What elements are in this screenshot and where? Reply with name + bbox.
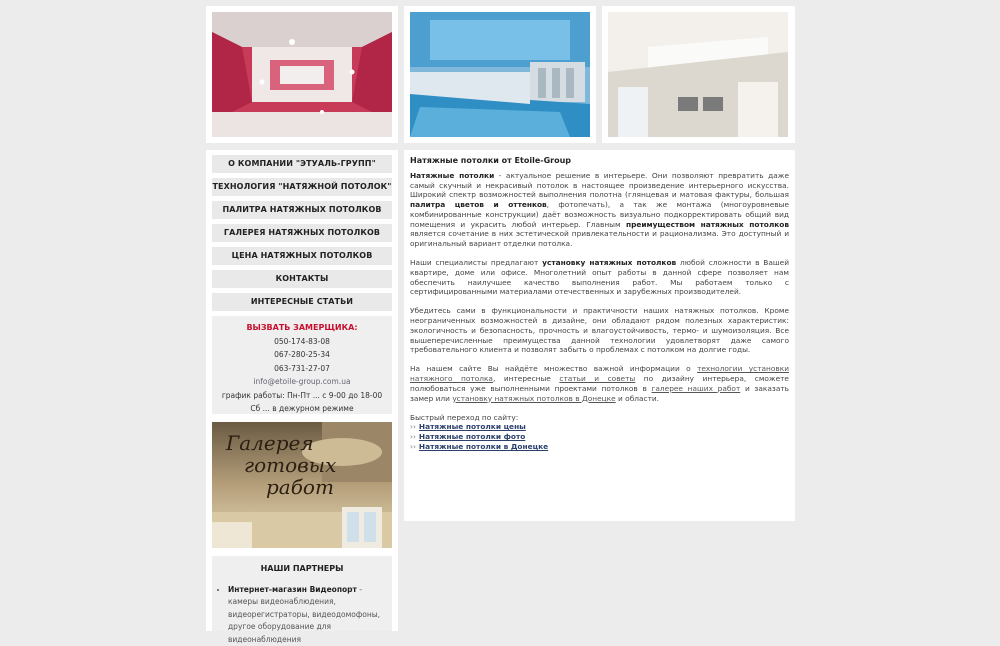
call-measurer-label: ВЫЗВАТЬ ЗАМЕРЩИКА: — [246, 323, 358, 332]
main-content — [404, 150, 795, 521]
quick-link-prices[interactable]: Натяжные потолки цены — [418, 422, 526, 432]
partner-name-link[interactable]: Интернет-магазин Видеопорт — [228, 585, 357, 594]
gallery-banner-line2: готовых — [244, 453, 337, 477]
menu-item-technology[interactable]: ТЕХНОЛОГИЯ "НАТЯЖНОЙ ПОТОЛОК" — [212, 178, 392, 196]
page-title: Натяжные потолки от Etoile-Group — [410, 156, 571, 165]
partners-list — [212, 578, 392, 644]
p1-text-1: - актуальное решение в интерьере. Они позволяют превратить даже самый скучный и некрасивый потолок в настоящее произведение интерьерного искусства. Широкий спектр возможностей выполнения полотна (глянцевая и матовая фактуры, большая — [410, 171, 789, 200]
quick-link-donetsk[interactable]: Натяжные потолки в Донецке — [418, 441, 549, 451]
p1-bold-2: палитра цветов и оттенков — [410, 200, 547, 210]
p2-bold-1: установку натяжных потолков — [542, 258, 677, 268]
arrow-icon: ›› — [410, 422, 416, 432]
gallery-banner-text — [226, 432, 336, 498]
menu-item-about[interactable]: О КОМПАНИИ "ЭТУАЛЬ-ГРУПП" — [212, 155, 392, 173]
p1-text-2: , фотопечать), а так же монтажа (многоуровневые комбинированные конструкции) даёт возможность визуально подкорректировать общий вид помещения и украсить любой интерьер. Главным — [410, 200, 789, 229]
arrow-icon: ›› — [410, 432, 416, 442]
phone-2[interactable]: 067-280-25-34 — [274, 350, 330, 359]
paragraph-intro — [410, 171, 789, 249]
link-technology[interactable]: технологии установки натяжного потолка — [410, 364, 790, 384]
link-install-donetsk[interactable]: установку натяжных потолков в Донецке — [452, 393, 616, 403]
paragraph-services — [410, 258, 789, 297]
ceiling-photo-red — [212, 12, 392, 137]
p4-text-3: по дизайну интерьера, сможете полюбоваться уже выполненными проектами потолков в — [410, 374, 789, 393]
p4-text-2: , интересные — [492, 374, 560, 384]
menu-item-price[interactable]: ЦЕНА НАТЯЖНЫХ ПОТОЛКОВ — [212, 247, 392, 265]
gallery-banner-line1: Галерея — [226, 431, 314, 455]
ceiling-photo-pool — [410, 12, 590, 137]
ceiling-photo-led — [608, 12, 788, 137]
arrow-icon: ›› — [410, 441, 416, 451]
partners-title: НАШИ ПАРТНЕРЫ — [212, 556, 392, 582]
quick-link-photos[interactable]: Натяжные потолки фото — [418, 432, 526, 442]
phone-3[interactable]: 063-731-27-07 — [274, 363, 330, 373]
quick-nav — [410, 413, 789, 452]
menu-item-gallery[interactable]: ГАЛЕРЕЯ НАТЯЖНЫХ ПОТОЛКОВ — [212, 224, 392, 242]
sidebar — [206, 150, 398, 644]
quick-link-row — [410, 432, 789, 442]
image-tile-pool-ceiling — [404, 6, 596, 143]
p4-text-5: и области. — [615, 393, 660, 403]
contact-box — [212, 316, 392, 414]
quick-link-row — [410, 442, 789, 452]
menu-item-palette[interactable]: ПАЛИТРА НАТЯЖНЫХ ПОТОЛКОВ — [212, 201, 392, 219]
p1-text-3: является сочетание в них эстетической привлекательности и рационализма. Это доступный и оригинальный вариант отделки потолка. — [410, 229, 789, 248]
p2-text-1: Наши специалисты предлагают — [410, 258, 543, 268]
quick-nav-label: Быстрый переход по сайту: — [410, 412, 519, 422]
p2-text-2: любой сложности в Вашей квартире, доме или офисе. Многолетний опыт работы в данной сфере позволяет нам обеспечить наилучшее качество выполнения работ. Мы работаем только с сертифицированными материалами отечественных и зарубежных производителей. — [410, 258, 789, 297]
work-hours: график работы: Пн-Пт ... с 9-00 до 18-00 — [221, 390, 383, 400]
link-gallery[interactable]: галерее наших работ — [651, 383, 741, 393]
p4-text-4: и заказать замер или — [410, 383, 790, 403]
p4-text-1: На нашем сайте Вы найдёте множество важной информации о — [410, 364, 698, 374]
gallery-banner-line3: работ — [266, 475, 334, 499]
p1-bold-3: преимуществом натяжных потолков — [625, 219, 790, 229]
email-link[interactable]: info@etoile-group.com.ua — [253, 377, 351, 386]
quick-link-row — [410, 422, 789, 432]
menu-item-articles[interactable]: ИНТЕРЕСНЫЕ СТАТЬИ — [212, 293, 392, 311]
gallery-banner[interactable] — [212, 422, 392, 548]
paragraph-site-info — [410, 364, 789, 403]
menu-item-contacts[interactable]: КОНТАКТЫ — [212, 270, 392, 288]
link-articles[interactable]: статьи и советы — [559, 374, 636, 384]
image-tile-red-ceiling — [206, 6, 398, 143]
paragraph-benefits: Убедитесь сами в функциональности и практичности наших натяжных потолков. Кроме неограниченных возможностей в дизайне, они обладают рядом полезных характеристик: экологичность и безопасность, прочность и влагоустойчивость, термо- и шумоизоляция. Все вышеперечисленные преимущества данной технологии удовлетворят даже самого требовательного клиента и позволят забыть о проблемах с потолком на долгие годы. — [410, 306, 789, 355]
phone-1[interactable]: 050-174-83-08 — [274, 336, 330, 346]
saturday-hours: Сб ... в дежурном режиме — [250, 404, 354, 413]
image-tile-led-ceiling — [602, 6, 795, 143]
p1-bold-1: Натяжные потолки — [410, 171, 495, 180]
partner-item — [228, 584, 392, 646]
partner-desc: - камеры видеонаблюдения, видеорегистраторы, видеодомофоны, другое оборудование для видеонаблюдения — [228, 585, 381, 644]
